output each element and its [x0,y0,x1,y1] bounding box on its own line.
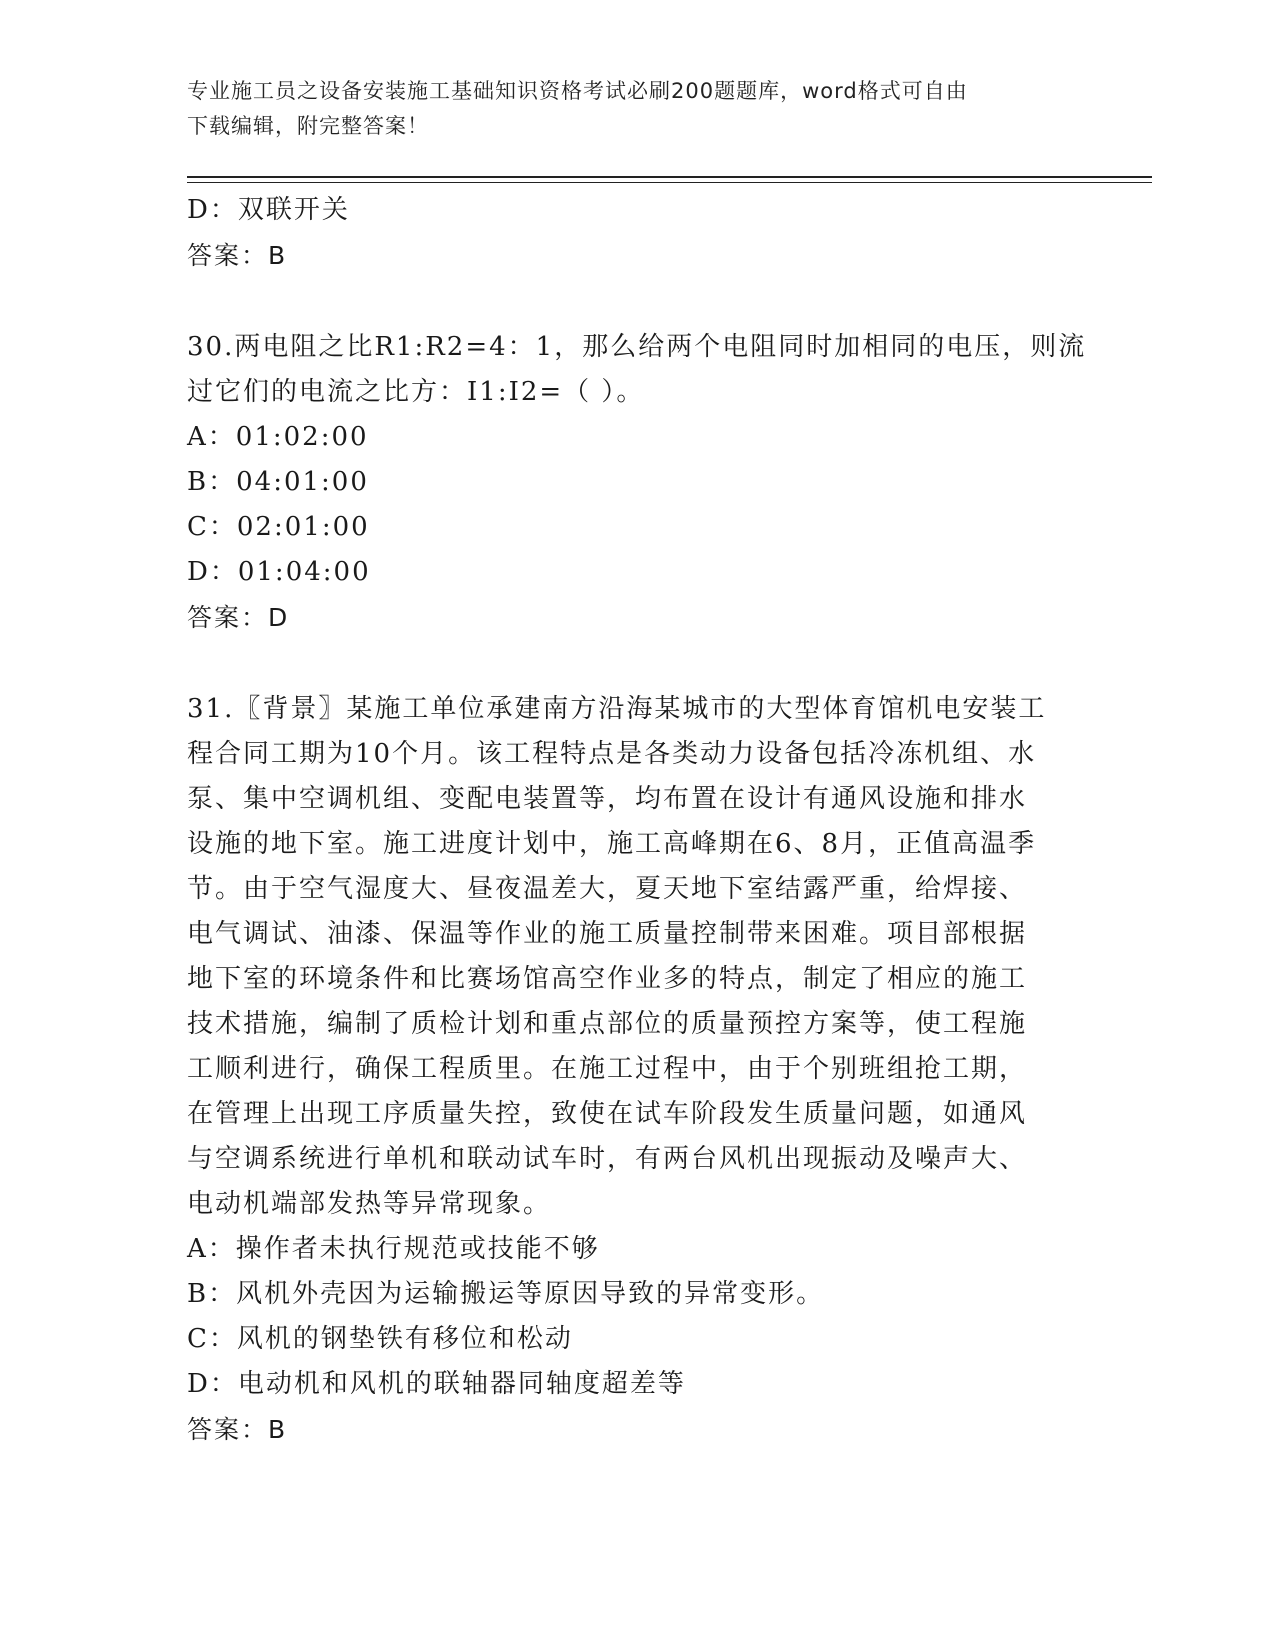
question-text-line: 在管理上出现工序质量失控，致使在试车阶段发生质量问题，如通风 [187,1099,1028,1129]
question-30 [187,325,1087,640]
option-b: B：风机外壳因为运输搬运等原因导致的异常变形。 [187,1279,825,1309]
option-c: C：02:01:00 [187,512,370,542]
option-c: C：风机的钢垫铁有移位和松动 [187,1324,573,1354]
option-a: A：操作者未执行规范或技能不够 [187,1234,600,1264]
option-d: D：电动机和风机的联轴器同轴度超差等 [187,1369,686,1399]
question-text-line: 电动机端部发热等异常现象。 [187,1189,552,1219]
document-body [187,188,1087,1499]
option-a: A：01:02:00 [187,422,369,452]
question-text-line: 程合同工期为10个月。该工程特点是各类动力设备包括冷冻机组、水 [187,739,1037,769]
answer: 答案：B [187,241,288,270]
question-text-line: 工顺利进行，确保工程质里。在施工过程中，由于个别班组抢工期， [187,1054,1028,1084]
question-text-line: 节。由于空气湿度大、昼夜温差大，夏天地下室结露严重，给焊接、 [187,874,1028,904]
question-text-line: 地下室的环境条件和比赛场馆高空作业多的特点，制定了相应的施工 [187,964,1028,994]
answer: 答案：D [187,603,290,632]
header-line-1: 专业施工员之设备安装施工基础知识资格考试必刷200题题库，word格式可自由 [187,79,968,103]
question-text-line: 过它们的电流之比方：I1:I2=（ ）。 [187,377,645,407]
answer: 答案：B [187,1415,288,1444]
question-text-line: 31.〖背景〗某施工单位承建南方沿海某城市的大型体育馆机电安装工 [187,694,1047,724]
header-line-2: 下载编辑，附完整答案！ [187,114,429,138]
header-divider-thin [187,182,1152,183]
header-divider-thick [187,176,1152,178]
question-text-line: 电气调试、油漆、保温等作业的施工质量控制带来困难。项目部根据 [187,919,1028,949]
question-29-tail [187,188,1087,278]
question-text-line: 设施的地下室。施工进度计划中，施工高峰期在6、8月，正值高温季 [187,829,1037,859]
page-header [187,74,1067,144]
question-text-line: 30.两电阻之比R1:R2=4：1，那么给两个电阻同时加相同的电压，则流 [187,332,1087,362]
option-b: B：04:01:00 [187,467,369,497]
question-text-line: 技术措施，编制了质检计划和重点部位的质量预控方案等，使工程施 [187,1009,1028,1039]
question-text-line: 泵、集中空调机组、变配电装置等，均布置在设计有通风设施和排水 [187,784,1028,814]
option-d: D：01:04:00 [187,557,371,587]
question-text-line: 与空调系统进行单机和联动试车时，有两台风机出现振动及噪声大、 [187,1144,1028,1174]
option-d: D：双联开关 [187,195,350,225]
question-31 [187,687,1087,1452]
